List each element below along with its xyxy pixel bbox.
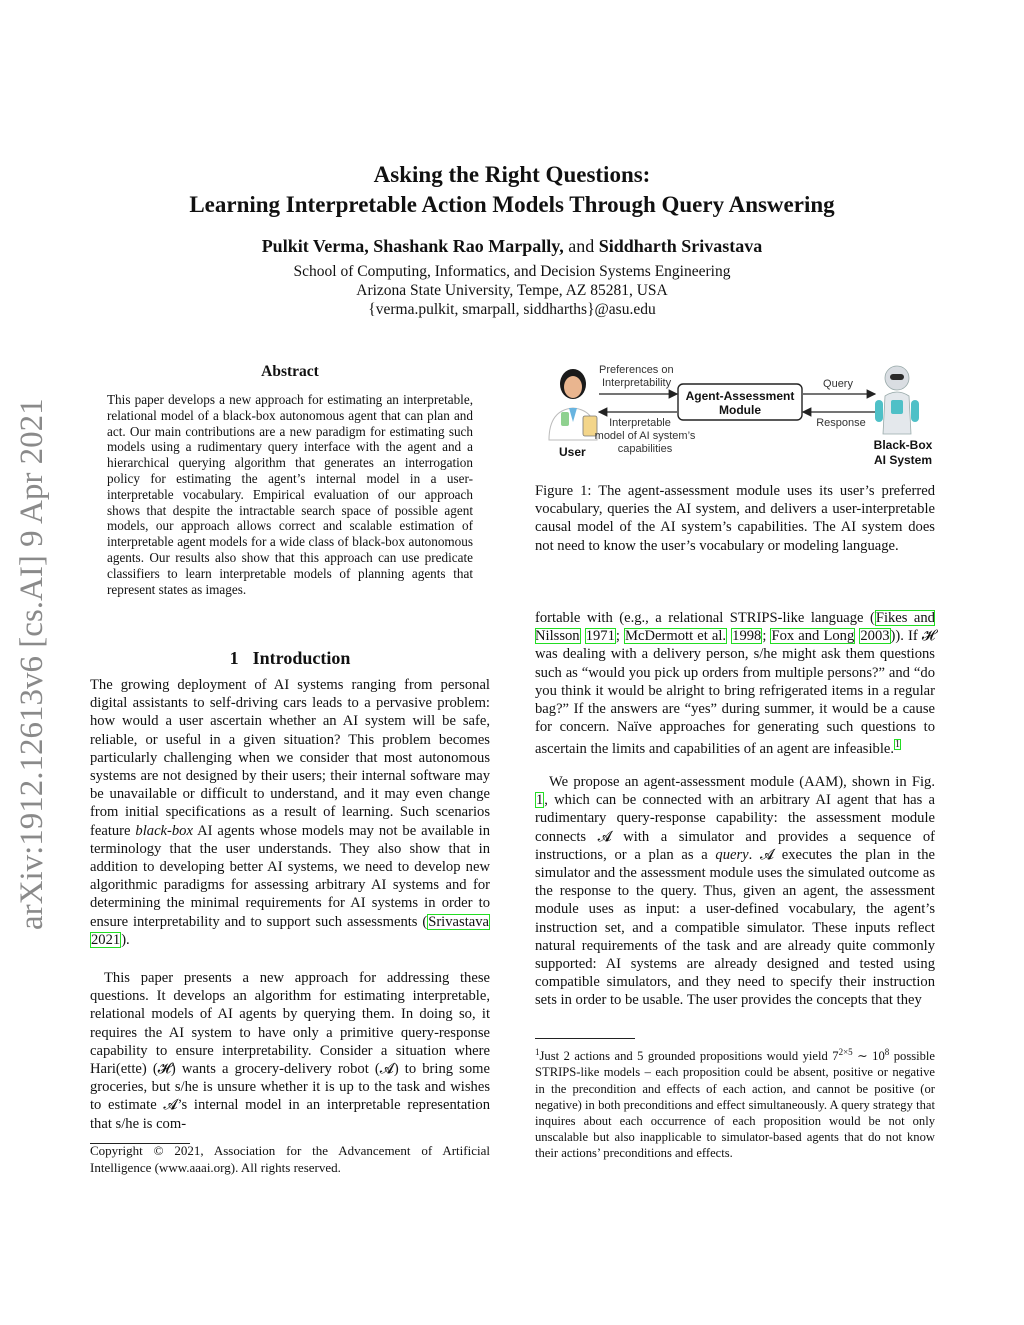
- figure-1-diagram: [535, 360, 935, 472]
- footnote-exponent-1: 2×5: [838, 1047, 853, 1057]
- right-p2-text-b: , which can be connected with an arbitrary AI agent that has a rudimentary query-response capability: the assessment module connects 𝓐 with a simulator and provides a sequence of instructions, or a plan as a: [535, 792, 935, 863]
- section-heading-introduction: [90, 648, 490, 669]
- intro-p1-text-b: AI agents whose models may not be available in terminology that the user understands. They also show that in addition to developing better AI systems, we need to develop new algorithmic paradigms for assessing arbitrary AI systems and for determining the minimal requirements for AI systems in order to ensure interpretability and to support such assessments (: [90, 822, 491, 930]
- right-p1-text-a: fortable with (e.g., a relational STRIPS-like language (: [535, 610, 875, 626]
- user-icon: [549, 369, 597, 440]
- intro-p1-text-a: The growing deployment of AI systems ranging from personal digital assistants to self-driving cars leads to a pervasive problem: how would a user ascertain whether an AI system will be safe, reliable, or useful in a given situation? This problem becomes particularly challenging when we consider that most autonomous systems are not designed by their users; their internal software may be unavailable or difficult to understand, and it may even change from initial specifications as a result of learning. Such scenarios feature: [90, 677, 490, 839]
- title-line-1: Asking the Right Questions:: [373, 162, 651, 187]
- interpretable-label-line-3: capabilities: [617, 443, 673, 455]
- interpretable-label-line-1: Interpretable: [609, 417, 671, 429]
- authors-and: and: [563, 236, 599, 256]
- section-title: Introduction: [252, 648, 351, 668]
- citation-link-fox-year[interactable]: 2003: [860, 628, 890, 645]
- module-label-line-1: Agent-Assessment: [685, 389, 795, 403]
- citation-link-mcdermott[interactable]: McDermott et al.: [625, 628, 727, 645]
- footnote-rule: [535, 1038, 635, 1039]
- affiliation-block: [0, 262, 1024, 319]
- right-p1-text-b: )). If 𝓗 was dealing with a delivery person, s/he might ask them questions such as “would you pick up orders from multiple persons?” and “do you think it would be alright to bring refrigerated items in a regular bag?” If the answers are “yes” during summer, it would be a cause for concern. Naïve approaches for generating such questions to ascertain the limits and capabilities of an agent are infeasible.: [535, 628, 935, 758]
- figure-1-caption: Figure 1: The agent-assessment module uses its user’s preferred vocabulary, queries the AI system, and delivers a user-interpretable causal model of the AI system’s capabilities. The AI system does not need to know the user’s vocabulary or modeling language.: [535, 483, 935, 554]
- right-p2-emphasis: query: [715, 846, 749, 863]
- response-label: Response: [816, 417, 866, 429]
- affiliation-emails: {verma.pulkit, smarpall, siddharths}@asu.edu: [368, 301, 656, 318]
- footnote-text-c: possible STRIPS-like models – each proposition could be absent, positive or negative in the precondition and effects of each action, and cannot be positive (or negative) in both preconditions and effect simultaneously. A query strategy that inquires about each occurrence of each proposition would be not only unscalable but also inapplicable to simulator-based agents that do not know their actions’ preconditions and effects.: [535, 1049, 935, 1161]
- affiliation-line-1: School of Computing, Informatics, and Decision Systems Engineering: [293, 263, 731, 280]
- authors-primary: Pulkit Verma, Shashank Rao Marpally,: [261, 236, 564, 256]
- module-label-line-2: Module: [719, 403, 761, 417]
- citation-separator: ;: [615, 628, 625, 645]
- citation-separator: ;: [762, 628, 771, 645]
- black-box-label-line-2: AI System: [873, 453, 933, 467]
- abstract-heading: Abstract: [261, 363, 319, 380]
- black-box-label-line-1: Black-Box: [873, 438, 933, 452]
- figure-1: [535, 360, 935, 472]
- citation-link-srivastava-year[interactable]: 2021: [91, 931, 121, 948]
- citation-link-srivastava[interactable]: Srivastava: [428, 913, 489, 930]
- preferences-label-line-2: Interpretability: [602, 377, 672, 389]
- arxiv-identifier-stamp: arXiv:1912.12613v6 [cs.AI] 9 Apr 2021: [14, 398, 50, 930]
- footnote-exponent-2: 8: [884, 1047, 890, 1057]
- footnote-reference-link[interactable]: 1: [895, 739, 901, 751]
- figure-reference-link[interactable]: 1: [536, 792, 544, 809]
- citation-link-fikes[interactable]: Fikes and Nilsson: [535, 610, 935, 645]
- intro-paragraph-1: [90, 676, 490, 949]
- copyright-notice: Copyright © 2021, Association for the Advancement of Artificial Intelligence (www.aaai.org). All rights reserved.: [90, 1143, 490, 1175]
- footnote-text-b: ∼ 10: [852, 1049, 885, 1064]
- section-number: 1: [229, 648, 239, 668]
- author-list: [0, 234, 1024, 258]
- preferences-label-line-1: Preferences on: [599, 364, 674, 376]
- right-p2-text-a: We propose an agent-assessment module (AAM), shown in Fig.: [549, 774, 935, 790]
- intro-p1-emphasis: black-box: [135, 822, 193, 839]
- right-p2-text-c: . 𝓐 executes the plan in the simulator and the assessment module uses the simulated outcome as the response to the query. Thus, given an agent, the assessment module uses as input: a user-defined vocabulary, the agent’s instruction set, and a compatible simulator. These inputs reflect natural requirements of the task and are already quite commonly supported: AI systems are already designed and tested using compatible simulators, and they need to specify their instruction sets in order to be usable. The user provides the concepts that they: [535, 846, 935, 1009]
- affiliation-line-2: Arizona State University, Tempe, AZ 85281, USA: [356, 282, 668, 299]
- user-label: User: [559, 445, 586, 459]
- abstract-body: This paper develops a new approach for estimating an interpretable, relational model of a black-box autonomous agent that can plan and act. Our main contributions are a new paradigm for estimating such models using a rudimentary query interface with the agent and a hierarchical querying algorithm that generates an interrogation policy for estimating the agent’s internal model in a user-interpretable vocabulary. Empirical evaluation of our approach shows that despite the intractable search space of possible agent models, our approach allows correct and scalable estimation of interpretable agent models for a wide class of black-box autonomous agents. Our results also show that this approach can use predicate classifiers to learn interpretable models of planning agents that represent states as images.: [107, 392, 473, 597]
- title-line-2: Learning Interpretable Action Models Through Query Answering: [189, 192, 835, 217]
- intro-p1-text-c: ).: [121, 931, 130, 948]
- footnote-text-a: Just 2 actions and 5 grounded propositions would yield 7: [539, 1049, 839, 1064]
- paper-title: [0, 160, 1024, 220]
- citation-link-mcdermott-year[interactable]: 1998: [732, 628, 762, 645]
- citation-link-fikes-year[interactable]: 1971: [585, 628, 615, 645]
- right-paragraph-2: [535, 773, 935, 1010]
- robot-icon: [875, 366, 919, 434]
- query-label: Query: [823, 378, 853, 390]
- footnote-1: [535, 1044, 935, 1162]
- footnote-mark: 1: [535, 1047, 540, 1057]
- authors-last: Siddharth Srivastava: [598, 236, 763, 256]
- citation-link-fox[interactable]: Fox and Long: [771, 628, 855, 645]
- intro-paragraph-2: This paper presents a new approach for addressing these questions. It develops an algorithm for estimating interpretable, relational models of AI agents by querying them. In doing so, it requires the AI system to have only a primitive query-response capability to ensure interpretability. Consider a situation where Hari(ette) (𝓗) wants a grocery-delivery robot (𝓐) to bring some groceries, but s/he is unsure whether it is up to the task and wishes to estimate 𝓐’s internal model in an interpretable representation that s/he is com-: [90, 970, 490, 1132]
- right-paragraph-1: [535, 609, 935, 758]
- interpretable-label-line-2: model of AI system’s: [594, 430, 696, 442]
